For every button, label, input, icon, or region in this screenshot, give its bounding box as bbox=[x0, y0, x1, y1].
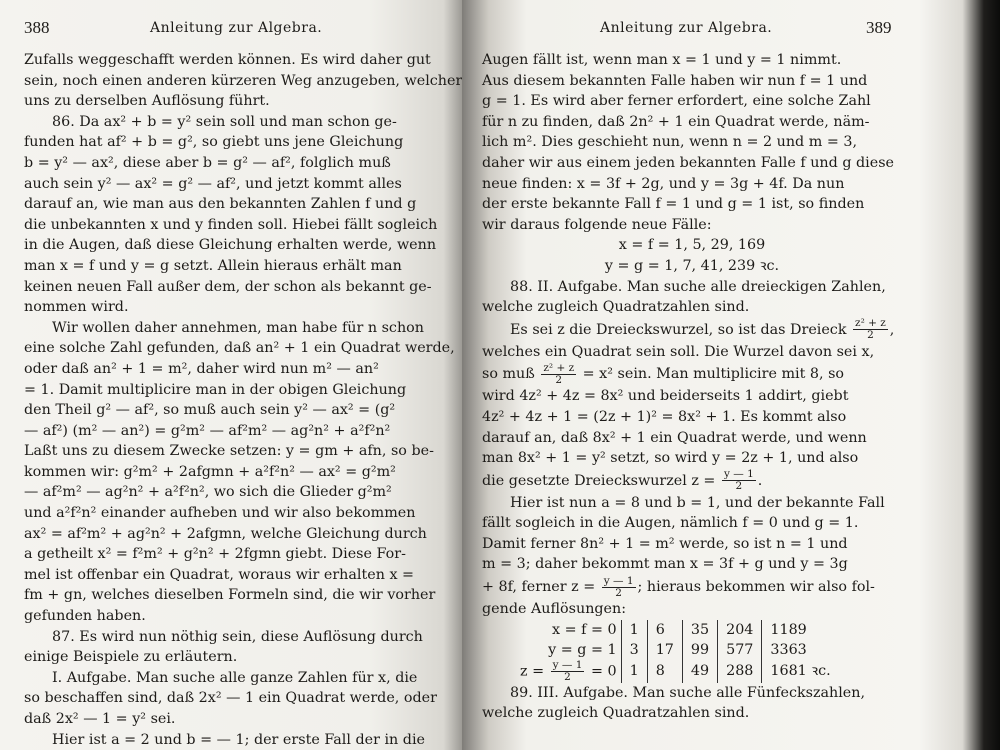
solutions-table bbox=[512, 620, 839, 683]
left-text-line: die unbekannten x und y finden soll. Hiebei fällt sogleich bbox=[24, 216, 438, 233]
left-text-line: sein, noch einen anderen kürzeren Weg anzugeben, welcher bbox=[24, 72, 462, 89]
right-running-head: Anleitung zur Algebra. bbox=[600, 20, 773, 36]
right-text-line: der erste bekannte Fall f = 1 und g = 1 ist, so finden bbox=[482, 196, 865, 213]
aufloesungen-line: gende Auflösungen: bbox=[482, 601, 627, 618]
left-page bbox=[0, 0, 462, 750]
problem-88-line: Es sei z die Dreieckswurzel, so ist das Dreieck $\frac{\text{z² + z}}{2}$ , bbox=[510, 317, 895, 342]
left-text-line: 86. Da ax² + b = y² sein soll und man schon ge- bbox=[52, 113, 397, 130]
table-cell: 3 bbox=[621, 640, 647, 660]
left-text-line: in die Augen, daß diese Gleichung erhalten werde, wenn bbox=[24, 237, 437, 254]
left-text-line: Wir wollen daher annehmen, man habe für n schon bbox=[52, 319, 424, 336]
left-text-line: uns zu derselben Auflösung führt. bbox=[24, 93, 270, 110]
right-text-line: m = 3; daher bekommt man x = 3f + g und y = 3g bbox=[482, 556, 848, 573]
right-text-line: 4z² + 4z + 1 = (2z + 1)² = 8x² + 1. Es kommt also bbox=[482, 408, 847, 425]
table-cell: 1681 ꝛc. bbox=[762, 660, 839, 683]
table-cell: 1 bbox=[621, 660, 647, 683]
right-text-line: g = 1. Es wird aber ferner erfordert, eine solche Zahl bbox=[482, 93, 871, 110]
problem-88-line: welche zugleich Quadratzahlen sind. bbox=[482, 299, 750, 316]
table-cell: 288 bbox=[718, 660, 762, 683]
left-text-line: ax² = af²m² + ag²n² + 2afgmn, welche Gleichung durch bbox=[24, 525, 427, 542]
problem-88-heading: 88. II. Aufgabe. Man suche alle dreieckigen Zahlen, bbox=[510, 278, 886, 295]
left-text-line: auch sein y² — ax² = g² — af², und jetzt kommt alles bbox=[24, 175, 402, 192]
wurzel-line: die gesetzte Dreieckswurzel z = $\frac{y — 1}{2}$ . bbox=[482, 468, 763, 493]
left-text-line: 87. Es wird nun nöthig sein, diese Auflösung durch bbox=[52, 628, 423, 645]
fraction-root: $\frac{y — 1}{2}$ bbox=[723, 468, 754, 493]
table-cell: 3363 bbox=[762, 640, 839, 660]
left-text-line: I. Aufgabe. Man suche alle ganze Zahlen für x, die bbox=[52, 669, 418, 686]
table-row bbox=[512, 620, 839, 640]
left-text-line: daß 2x² — 1 = y² sei. bbox=[24, 711, 176, 727]
problem-89-heading: 89. III. Aufgabe. Man suche alle Fünfeckszahlen, bbox=[510, 684, 866, 701]
right-text-line: man 8x² + 1 = y² setzt, so wird y = 2z + 1, und also bbox=[482, 450, 859, 467]
left-text-line: fm + gn, welches dieselben Formeln sind, die wir vorher bbox=[24, 587, 436, 604]
right-page-number: 389 bbox=[866, 18, 892, 37]
left-text-line: funden hat af² + b = g², so giebt uns jene Gleichung bbox=[24, 134, 404, 151]
left-body-text bbox=[24, 50, 462, 750]
left-text-line: kommen wir: g²m² + 2afgmn + a²f²n² — ax² = g²m² bbox=[24, 463, 396, 480]
right-text-line: fällt sogleich in die Augen, nämlich f = 0 und g = 1. bbox=[482, 515, 859, 532]
left-text-line: so beschaffen sind, daß 2x² — 1 ein Quadrat werde, oder bbox=[24, 690, 437, 707]
problem-89-line: welche zugleich Quadratzahlen sind. bbox=[482, 705, 750, 722]
right-page bbox=[462, 0, 1000, 750]
left-text-line: eine solche Zahl gefunden, daß an² + 1 ein Quadrat werde, bbox=[24, 340, 455, 357]
table-cell: 17 bbox=[647, 640, 682, 660]
right-text-line: daher wir aus einem jeden bekannten Falle f und g diese bbox=[482, 154, 895, 171]
left-text-line: Laßt uns zu diesem Zwecke setzen: y = gm + afn, so be- bbox=[24, 443, 434, 460]
left-text-line: — af²m² — ag²n² + a²f²n², wo sich die Glieder g²m² bbox=[24, 484, 392, 501]
table-label: z = $\frac{y — 1}{2}$ = 0 bbox=[520, 658, 617, 683]
right-text-line: lich m². Dies geschieht nun, wenn n = 2 und m = 3, bbox=[482, 134, 858, 151]
table-cell: 35 bbox=[682, 620, 717, 640]
right-body-text bbox=[482, 50, 902, 724]
left-text-line: — af²) (m² — an²) = g²m² — af²m² — ag²n² + a²f²n² bbox=[24, 422, 391, 439]
left-text-line: und a²f²n² einander aufheben und wir also bekommen bbox=[24, 505, 416, 522]
left-text-line: einige Beispiele zu erläutern. bbox=[24, 649, 238, 666]
table-cell: 49 bbox=[682, 660, 717, 683]
ferner-line: + 8f, ferner z = $\frac{y — 1}{2}$ ; hieraus bekommen wir also fol- bbox=[482, 574, 875, 599]
right-text-line: für n zu finden, daß 2n² + 1 ein Quadrat werde, näm- bbox=[482, 113, 870, 130]
table-cell: 577 bbox=[718, 640, 762, 660]
left-text-line: gefunden haben. bbox=[24, 608, 146, 625]
fraction-triangle: $\frac{\text{z² + z}}{2}$ bbox=[543, 361, 575, 386]
left-text-line: nommen wird. bbox=[24, 299, 129, 316]
right-text-line: Damit ferner 8n² + 1 = m² werde, so ist n = 1 und bbox=[482, 535, 848, 552]
fraction-root: $\frac{y — 1}{2}$ bbox=[552, 658, 583, 683]
right-text-line: darauf an, daß 8x² + 1 ein Quadrat werde, und wenn bbox=[482, 429, 867, 446]
table-cell: 1189 bbox=[762, 620, 839, 640]
right-text-line: wir daraus folgende neue Fälle: bbox=[482, 216, 712, 233]
left-text-line: a getheilt x² = f²m² + g²n² + 2fgmn giebt. Diese For- bbox=[24, 546, 406, 563]
table-cell: 6 bbox=[647, 620, 682, 640]
table-label: y = g = 1 bbox=[548, 641, 617, 658]
left-text-line: Zufalls weggeschafft werden können. Es wird daher gut bbox=[24, 52, 431, 68]
table-row bbox=[512, 640, 839, 660]
left-text-line: darauf an, wie man aus den bekannten Zahlen f und g bbox=[24, 196, 417, 213]
right-text-line: neue finden: x = 3f + 2g, und y = 3g + 4f. Da nun bbox=[482, 175, 845, 192]
table-cell: 204 bbox=[718, 620, 762, 640]
left-text-line: b = y² — ax², diese aber b = g² — af², folglich muß bbox=[24, 154, 391, 171]
right-text-line: wird 4z² + 4z = 8x² und beiderseits 1 addirt, giebt bbox=[482, 388, 849, 405]
left-text-line: den Theil g² — af², so muß auch sein y² — ax² = (g² bbox=[24, 402, 396, 419]
left-text-line: keinen neuen Fall außer dem, der schon als bekannt ge- bbox=[24, 278, 432, 295]
left-text-line: mel ist offenbar ein Quadrat, woraus wir erhalten x = bbox=[24, 566, 415, 583]
left-text-line: Hier ist a = 2 und b = — 1; der erste Fall der in die bbox=[52, 731, 425, 748]
table-cell: 1 bbox=[621, 620, 647, 640]
left-text-line: = 1. Damit multiplicire man in der obigen Gleichung bbox=[24, 381, 407, 398]
case-line-y: y = g = 1, 7, 41, 239 ꝛc. bbox=[604, 257, 780, 274]
left-text-line: oder daß an² + 1 = m², daher wird nun m² — an² bbox=[24, 360, 379, 377]
table-label: x = f = 0 bbox=[551, 621, 617, 638]
left-page-number: 388 bbox=[24, 18, 50, 37]
left-text-line: man x = f und y = g setzt. Allein hieraus erhält man bbox=[24, 257, 402, 274]
right-text-line: Hier ist nun a = 8 und b = 1, und der bekannte Fall bbox=[510, 494, 885, 511]
left-running-head: Anleitung zur Algebra. bbox=[150, 20, 323, 36]
table-row bbox=[512, 660, 839, 683]
fraction-root: $\frac{y — 1}{2}$ bbox=[603, 574, 634, 599]
problem-88-line: welches ein Quadrat sein soll. Die Wurzel davon sei x, bbox=[482, 343, 875, 360]
fraction-triangle: $\frac{\text{z² + z}}{2}$ bbox=[855, 317, 886, 342]
table-cell: 99 bbox=[682, 640, 717, 660]
right-text-line: Augen fällt ist, wenn man x = 1 und y = 1 nimmt. bbox=[482, 52, 842, 68]
problem-88-line: so muß $\frac{\text{z² + z}}{2}$ = x² sein. Man multiplicire mit 8, so bbox=[482, 361, 845, 386]
case-line-x: x = f = 1, 5, 29, 169 bbox=[618, 237, 766, 254]
table-cell: 8 bbox=[647, 660, 682, 683]
right-text-line: Aus diesem bekannten Falle haben wir nun f = 1 und bbox=[482, 72, 868, 89]
